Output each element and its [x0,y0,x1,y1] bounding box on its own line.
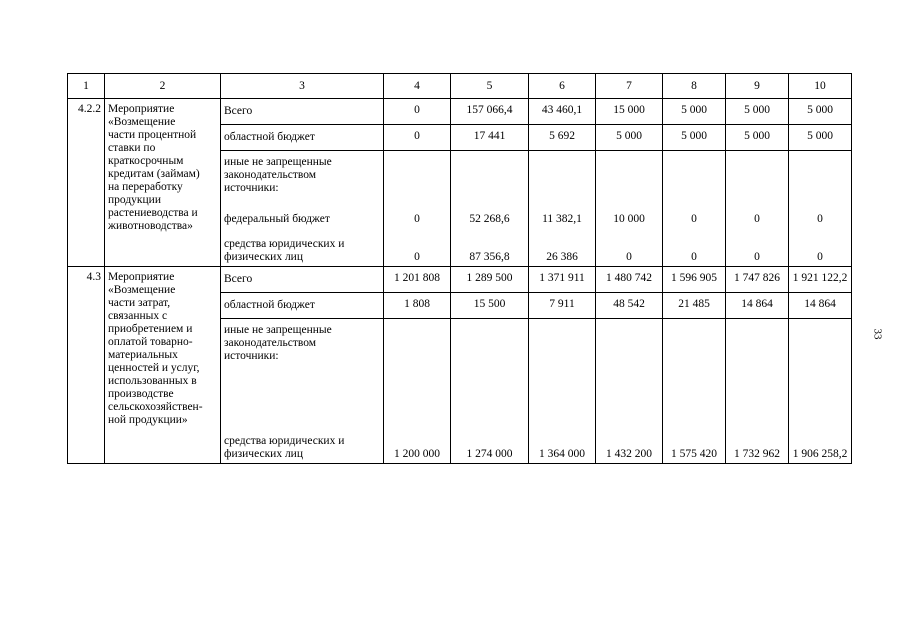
value-cell: 7 911 [529,293,596,319]
value-cell: 1 596 905 [663,267,726,293]
item-code: 4.3 [68,267,105,464]
header-cell: 6 [529,74,596,99]
header-row [68,74,852,99]
value-cell: 5 000 [726,99,789,125]
value-cell: 15 500 [451,293,529,319]
item-code: 4.2.2 [68,99,105,267]
value-cell: 14 864 [726,293,789,319]
header-cell: 3 [221,74,384,99]
source-label: областной бюджет [221,293,384,319]
value-cell: 1 364 000 [529,319,596,464]
value-cell: 1 747 826 [726,267,789,293]
value-cell: 1 808 [384,293,451,319]
header-cell: 7 [596,74,663,99]
budget-table [67,73,852,464]
value-cell: 21 485 [663,293,726,319]
table-row [68,99,852,125]
value-cell: 11 382,1 26 386 [529,151,596,267]
item-name: Мероприятие «Возмещение части процентной ставки по краткосрочным кредитам (займам) на переработку продукции растениеводства и животноводства» [105,99,221,267]
value-cell: 157 066,4 [451,99,529,125]
header-cell: 1 [68,74,105,99]
page-number: 33 [871,328,884,340]
value-cell: 1 732 962 [726,319,789,464]
value-cell: 1 432 200 [596,319,663,464]
value-cell: 1 906 258,2 [789,319,852,464]
source-label: областной бюджет [221,125,384,151]
value-cell: 1 201 808 [384,267,451,293]
header-cell: 9 [726,74,789,99]
value-cell: 1 274 000 [451,319,529,464]
value-cell: 5 000 [789,99,852,125]
header-cell: 4 [384,74,451,99]
value-cell: 5 692 [529,125,596,151]
value-cell: 5 000 [663,125,726,151]
value-cell: 1 480 742 [596,267,663,293]
value-cell: 14 864 [789,293,852,319]
value-cell: 10 000 0 [596,151,663,267]
value-cell: 1 200 000 [384,319,451,464]
value-cell: 48 542 [596,293,663,319]
source-label: Всего [221,267,384,293]
value-cell: 1 921 122,2 [789,267,852,293]
value-cell: 0 0 [789,151,852,267]
value-cell: 0 [384,99,451,125]
source-label: иные не запрещенные законодательством источники: федеральный бюджет средства юридических и физических лиц [221,151,384,267]
value-cell: 5 000 [663,99,726,125]
value-cell: 1 575 420 [663,319,726,464]
value-cell: 52 268,6 87 356,8 [451,151,529,267]
value-cell: 15 000 [596,99,663,125]
header-cell: 2 [105,74,221,99]
header-cell: 8 [663,74,726,99]
federal-label: федеральный бюджет [224,213,330,225]
item-name: Мероприятие «Возмещение части затрат, связанных с приобретением и оплатой товарно- материальных ценностей и услуг, использованных в производстве сельскохозяйствен- ной продукции» [105,267,221,464]
source-label: Всего [221,99,384,125]
table-row [68,267,852,293]
value-cell: 5 000 [789,125,852,151]
value-cell: 1 289 500 [451,267,529,293]
value-cell: 43 460,1 [529,99,596,125]
source-label: иные не запрещенные законодательством источники: средства юридических и физических лиц [221,319,384,464]
value-cell: 17 441 [451,125,529,151]
value-cell: 5 000 [726,125,789,151]
value-cell: 1 371 911 [529,267,596,293]
header-cell: 5 [451,74,529,99]
value-cell: 0 [384,125,451,151]
value-cell: 0 0 [384,151,451,267]
value-cell: 0 0 [663,151,726,267]
value-cell: 5 000 [596,125,663,151]
header-cell: 10 [789,74,852,99]
value-cell: 0 0 [726,151,789,267]
